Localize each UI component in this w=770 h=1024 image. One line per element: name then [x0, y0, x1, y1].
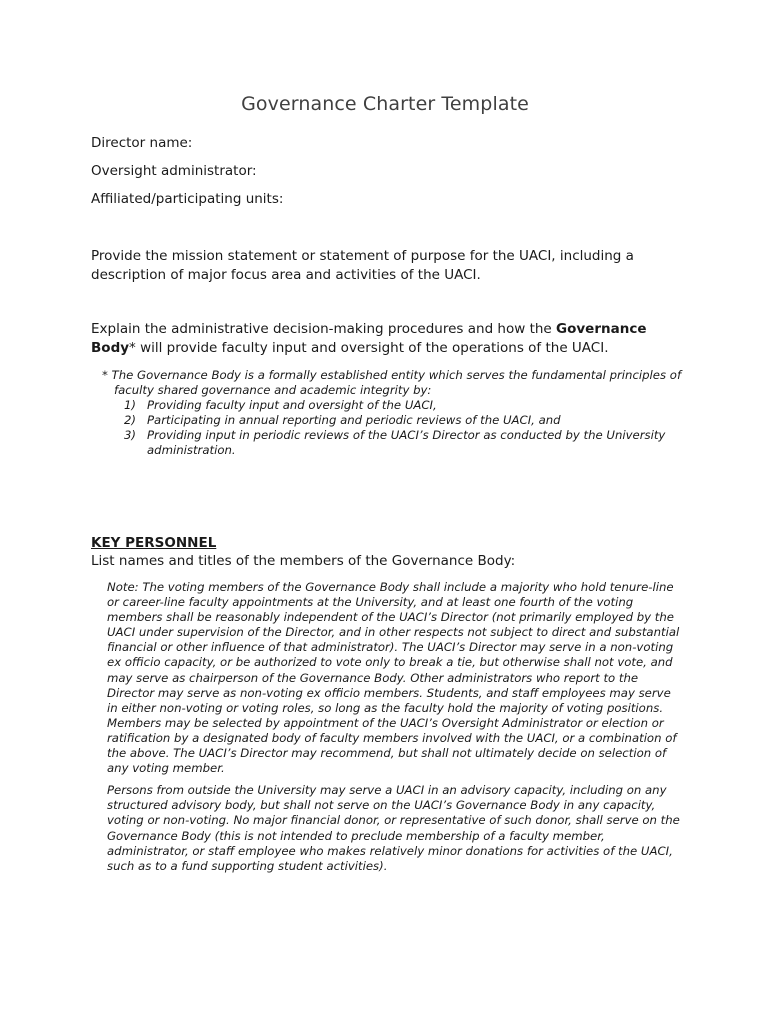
- governance-prompt-before: Explain the administrative decision-making procedures and how the: [91, 321, 557, 337]
- key-personnel-heading: KEY PERSONNEL: [91, 535, 217, 551]
- governance-prompt-after: * will provide faculty input and oversight of the operations of the UACI.: [129, 339, 609, 356]
- footnote-item-number: 3): [124, 428, 136, 442]
- document-title: Governance Charter Template: [241, 93, 529, 115]
- footnote-list-item: [102, 413, 682, 428]
- governance-body-term: Governance Body: [91, 321, 647, 356]
- governance-footnote: [102, 368, 682, 458]
- director-name-label: Director name:: [91, 135, 193, 151]
- footnote-item-number: 2): [124, 413, 136, 427]
- footnote-item-text: Participating in annual reporting and periodic reviews of the UACI, and: [147, 413, 561, 427]
- key-personnel-notes: [107, 580, 682, 874]
- outside-persons-note: Persons from outside the University may serve a UACI in an advisory capacity, including on any structured advisory body, but shall not serve on the UACI’s Governance Body in any capacity, voting or non-voting. No major financial donor, or representative of such donor, shall serve on the Governance Body (this is not intended to preclude membership of a faculty member, administrator, or staff employee who makes relatively minor donations for activities of the UACI, such as to a fund supporting student activities).: [107, 783, 680, 873]
- mission-statement-prompt: Provide the mission statement or statement of purpose for the UACI, including a description of major focus area and activities of the UACI.: [91, 248, 634, 283]
- oversight-administrator-label: Oversight administrator:: [91, 163, 257, 179]
- footnote-list: [102, 398, 682, 458]
- footnote-list-item: [102, 398, 682, 413]
- footnote-item-text: Providing faculty input and oversight of the UACI,: [147, 398, 437, 412]
- voting-members-note: Note: The voting members of the Governance Body shall include a majority who hold tenure-line or career-line faculty appointments at the University, and at least one fourth of the voting members shall be reasonably independent of the UACI’s Director (not primarily employed by the UACI under supervision of the Director, and in other respects not subject to direct and substantial financial or other influence of that administrator). The UACI’s Director may serve in a non-voting ex officio capacity, or be authorized to vote only to break a tie, but otherwise shall not vote, and may serve as chairperson of the Governance Body. Other administrators who report to the Director may serve as non-voting ex officio members. Students, and staff employees may serve in either non-voting or voting roles, so long as the faculty hold the majority of voting positions. Members may be selected by appointment of the UACI’s Oversight Administrator or election or ratification by a designated body of faculty members involved with the UACI, or a combination of the above. The UACI’s Director may recommend, but shall not ultimately decide on selection of any voting member.: [107, 580, 680, 776]
- key-personnel-subheading: List names and titles of the members of the Governance Body:: [91, 553, 516, 569]
- governance-prompt: [91, 320, 676, 357]
- affiliated-units-label: Affiliated/participating units:: [91, 191, 284, 207]
- footnote-item-number: 1): [124, 398, 136, 412]
- footnote-item-text: Providing input in periodic reviews of the UACI’s Director as conducted by the University administration.: [147, 428, 666, 457]
- footnote-intro: * The Governance Body is a formally established entity which serves the fundamental principles of faculty shared governance and academic integrity by:: [102, 368, 682, 397]
- footnote-list-item: [102, 428, 682, 458]
